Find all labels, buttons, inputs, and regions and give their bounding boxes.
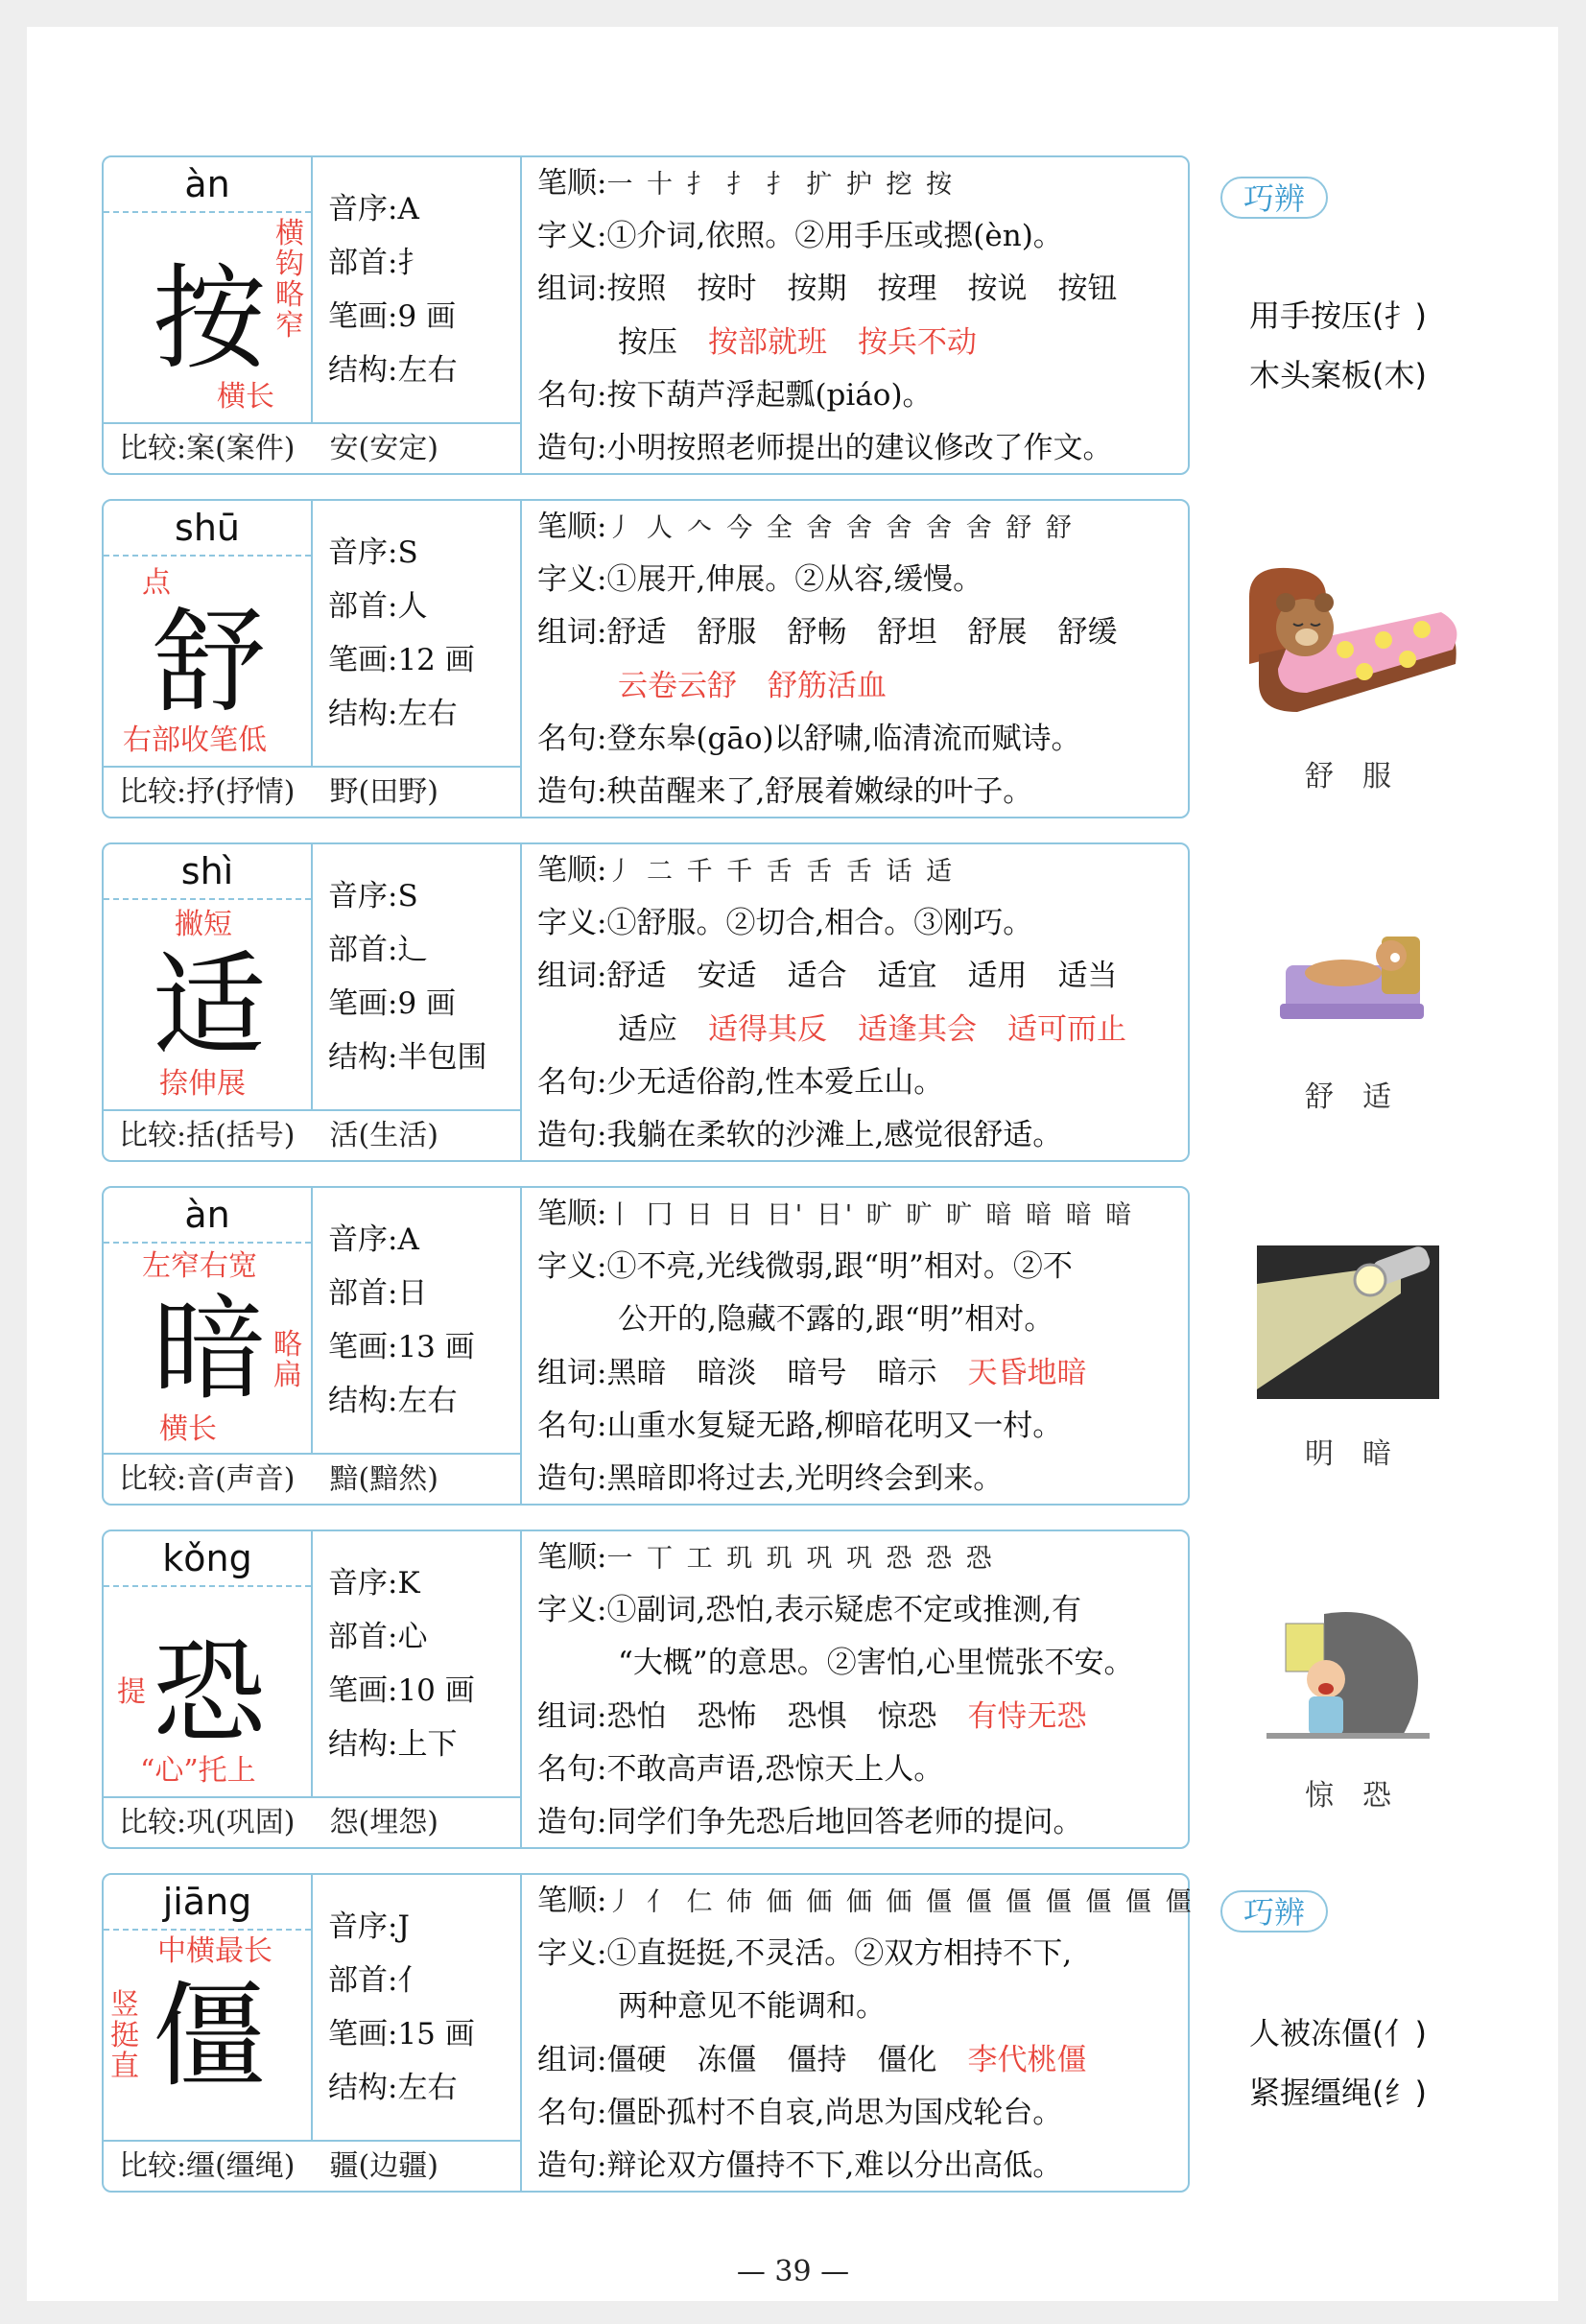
zuci-line: 组词:黑暗 暗淡 暗号 暗示 天昏地暗 bbox=[537, 1355, 1087, 1390]
zaoju-line: 造句:我躺在柔软的沙滩上,感觉很舒适。 bbox=[537, 1117, 1063, 1152]
pinyin: kǒng bbox=[104, 1531, 311, 1587]
compare-1: 比较:缰(缰绳) bbox=[119, 2149, 296, 2183]
bihua: 笔画:13 画 bbox=[328, 1330, 475, 1364]
pinyin: àn bbox=[104, 1188, 311, 1244]
writing-note: 点 bbox=[142, 566, 171, 600]
compare-2: 活(生活) bbox=[329, 1119, 438, 1152]
compare-2: 疆(边疆) bbox=[329, 2149, 438, 2183]
bishun-line: 笔顺:一 丅 工 玑 玑 巩 巩 恐 恐 恐 bbox=[537, 1540, 995, 1575]
char-detail bbox=[522, 157, 1188, 475]
bear-lying-on-sofa-illustration bbox=[1276, 917, 1430, 1031]
char-left-panel bbox=[104, 1188, 313, 1453]
ziyi-line-2: 公开的,隐藏不露的,跟“明”相对。 bbox=[618, 1302, 1054, 1338]
char-writing-box bbox=[104, 557, 311, 766]
compare-row bbox=[104, 1453, 522, 1506]
bihua: 笔画:10 画 bbox=[328, 1673, 475, 1708]
char-left-panel bbox=[104, 844, 313, 1109]
big-character: 舒 bbox=[152, 596, 266, 728]
char-writing-box bbox=[104, 213, 311, 422]
char-detail bbox=[522, 1188, 1188, 1506]
compare-row bbox=[104, 1109, 522, 1162]
bishun-line: 笔顺:一 十 扌 扌 扌 扩 护 挖 按 bbox=[537, 166, 956, 201]
char-writing-box bbox=[104, 1931, 311, 2140]
char-info bbox=[313, 844, 522, 1109]
writing-note: 横钩略窄 bbox=[275, 217, 304, 343]
pinyin: àn bbox=[104, 157, 311, 213]
jiegou: 结构:左右 bbox=[328, 2071, 458, 2105]
yinxu: 音序:S bbox=[328, 879, 418, 913]
ziyi-line: 字义:①舒服。②切合,相合。③刚巧。 bbox=[537, 906, 1033, 941]
frightened-boy-shadow-illustration bbox=[1266, 1604, 1430, 1748]
illustration-caption: 惊恐 bbox=[1305, 1779, 1420, 1813]
writing-note: 左窄右宽 bbox=[142, 1249, 257, 1283]
bushou: 部首:亻 bbox=[328, 1963, 428, 1998]
ziyi-line: 字义:①介词,依照。②用手压或摁(èn)。 bbox=[537, 219, 1063, 254]
bushou: 部首:人 bbox=[328, 589, 428, 624]
zuci-line: 组词:按照 按时 按期 按理 按说 按钮 bbox=[537, 272, 1118, 307]
writing-note: 右部收笔低 bbox=[123, 723, 267, 757]
stroke-order: 丿 人 𠆢 今 全 舍 舍 舍 舍 舍 舒 舒 bbox=[606, 513, 1075, 543]
bishun-line: 笔顺:丿 人 𠆢 今 全 舍 舍 舍 舍 舍 舒 舒 bbox=[537, 510, 1075, 544]
yinxu: 音序:A bbox=[328, 192, 419, 226]
mingju-line: 名句:不敢高声语,恐惊天上人。 bbox=[537, 1751, 944, 1787]
char-info bbox=[313, 1531, 522, 1796]
jiegou: 结构:上下 bbox=[328, 1727, 458, 1762]
tip-line: 木头案板(木) bbox=[1249, 357, 1427, 393]
char-detail bbox=[522, 844, 1188, 1162]
pinyin: shì bbox=[104, 844, 311, 900]
char-detail bbox=[522, 501, 1188, 818]
char-info bbox=[313, 1875, 522, 2140]
writing-note: 略扁 bbox=[273, 1328, 302, 1392]
jiegou: 结构:左右 bbox=[328, 697, 458, 731]
char-writing-box bbox=[104, 1244, 311, 1453]
bishun-line: 笔顺:丿 亻 仁 伂 価 価 価 価 僵 僵 僵 僵 僵 僵 僵 bbox=[537, 1884, 1195, 1918]
ziyi-line: 字义:①展开,伸展。②从容,缓慢。 bbox=[537, 562, 983, 598]
bushou: 部首:日 bbox=[328, 1276, 428, 1311]
illustration-caption: 舒适 bbox=[1305, 1080, 1420, 1114]
zaoju-line: 造句:黑暗即将过去,光明终会到来。 bbox=[537, 1460, 1004, 1496]
yinxu: 音序:S bbox=[328, 535, 418, 570]
big-character: 按 bbox=[152, 252, 266, 385]
pinyin: shū bbox=[104, 501, 311, 557]
mingju-line: 名句:登东皋(gāo)以舒啸,临清流而赋诗。 bbox=[537, 721, 1081, 756]
compare-row bbox=[104, 2140, 522, 2193]
zuci-line-2: 云卷云舒 舒筋活血 bbox=[618, 668, 887, 703]
writing-note: 竖挺直 bbox=[110, 1988, 139, 2083]
page-number: — 39 — bbox=[736, 2255, 850, 2288]
bishun-line: 笔顺:丨 冂 日 日 日' 日' 旷 旷 旷 暗 暗 暗 暗 bbox=[537, 1197, 1135, 1231]
big-character: 僵 bbox=[152, 1970, 266, 2102]
writing-note: 撇短 bbox=[175, 908, 232, 941]
compare-row bbox=[104, 1796, 522, 1849]
writing-note: 横长 bbox=[217, 380, 274, 414]
char-card-jiang bbox=[102, 1873, 1195, 2193]
tip-line: 用手按压(扌) bbox=[1249, 297, 1427, 334]
yinxu: 音序:J bbox=[328, 1909, 410, 1944]
compare-1: 比较:抒(抒情) bbox=[119, 775, 296, 809]
compare-2: 安(安定) bbox=[329, 432, 438, 465]
char-left-panel bbox=[104, 1875, 313, 2140]
writing-note: “心”托上 bbox=[140, 1754, 256, 1788]
char-writing-box bbox=[104, 1587, 311, 1796]
char-card-an2 bbox=[102, 1186, 1190, 1506]
compare-1: 比较:案(案件) bbox=[119, 432, 296, 465]
zaoju-line: 造句:秧苗醒来了,舒展着嫩绿的叶子。 bbox=[537, 773, 1033, 809]
mingju-line: 名句:山重水复疑无路,柳暗花明又一村。 bbox=[537, 1408, 1063, 1443]
char-card-an1 bbox=[102, 155, 1190, 475]
jiegou: 结构:左右 bbox=[328, 353, 458, 388]
compare-2: 怨(埋怨) bbox=[329, 1806, 438, 1839]
zuci-line: 组词:舒适 安适 适合 适宜 适用 适当 bbox=[537, 959, 1118, 994]
bushou: 部首:心 bbox=[328, 1620, 428, 1654]
char-left-panel bbox=[104, 1531, 313, 1796]
bushou: 部首:扌 bbox=[328, 246, 428, 280]
stroke-order: 一 十 扌 扌 扌 扩 护 挖 按 bbox=[606, 170, 956, 200]
illustration-caption: 舒服 bbox=[1305, 760, 1420, 794]
stroke-order: 丨 冂 日 日 日' 日' 旷 旷 旷 暗 暗 暗 暗 bbox=[606, 1200, 1135, 1230]
compare-2: 野(田野) bbox=[329, 775, 438, 809]
zuci-line: 组词:舒适 舒服 舒畅 舒坦 舒展 舒缓 bbox=[537, 615, 1118, 651]
zuci-line: 组词:僵硬 冻僵 僵持 僵化 李代桃僵 bbox=[537, 2042, 1087, 2077]
writing-note: 横长 bbox=[159, 1412, 217, 1446]
ziyi-line: 字义:①副词,恐怕,表示疑虑不定或推测,有 bbox=[537, 1593, 1082, 1628]
compare-2: 黯(黯然) bbox=[329, 1462, 438, 1496]
char-writing-box bbox=[104, 900, 311, 1109]
bihua: 笔画:12 画 bbox=[328, 643, 475, 677]
char-left-panel bbox=[104, 157, 313, 422]
zaoju-line: 造句:小明按照老师提出的建议修改了作文。 bbox=[537, 430, 1113, 465]
yinxu: 音序:K bbox=[328, 1566, 420, 1601]
bihua: 笔画:9 画 bbox=[328, 986, 457, 1021]
writing-note: 提 bbox=[117, 1675, 146, 1709]
char-info bbox=[313, 501, 522, 766]
ziyi-line: 字义:①不亮,光线微弱,跟“明”相对。②不 bbox=[537, 1249, 1073, 1285]
char-left-panel bbox=[104, 501, 313, 766]
big-character: 适 bbox=[152, 939, 266, 1072]
yinxu: 音序:A bbox=[328, 1222, 419, 1257]
mingju-line: 名句:少无适俗韵,性本爱丘山。 bbox=[537, 1064, 944, 1100]
illustration-caption: 明暗 bbox=[1305, 1437, 1420, 1471]
big-character: 暗 bbox=[152, 1283, 266, 1415]
stroke-order: 丿 亻 仁 伂 価 価 価 価 僵 僵 僵 僵 僵 僵 僵 bbox=[606, 1887, 1195, 1917]
writing-note: 捺伸展 bbox=[159, 1067, 246, 1101]
bishun-line: 笔顺:丿 二 千 千 舌 舌 舌 话 适 bbox=[537, 853, 956, 888]
char-detail bbox=[522, 1531, 1188, 1849]
qiaobian-badge: 巧辨 bbox=[1220, 177, 1328, 219]
zaoju-line: 造句:辩论双方僵持不下,难以分出高低。 bbox=[537, 2147, 1063, 2183]
ziyi-line-2: 两种意见不能调和。 bbox=[618, 1989, 886, 2025]
compare-1: 比较:巩(巩固) bbox=[119, 1806, 296, 1839]
char-info bbox=[313, 1188, 522, 1453]
bushou: 部首:辶 bbox=[328, 933, 428, 967]
jiegou: 结构:半包围 bbox=[328, 1040, 487, 1075]
zuci-line-2: 按压 按部就班 按兵不动 bbox=[618, 324, 977, 360]
writing-note: 中横最长 bbox=[157, 1934, 272, 1968]
compare-row bbox=[104, 766, 522, 818]
compare-1: 比较:音(声音) bbox=[119, 1462, 296, 1496]
compare-1: 比较:括(括号) bbox=[119, 1119, 296, 1152]
big-character: 恐 bbox=[152, 1626, 266, 1759]
char-card-shu bbox=[102, 499, 1190, 818]
stroke-order: 一 丅 工 玑 玑 巩 巩 恐 恐 恐 bbox=[606, 1544, 995, 1574]
char-detail bbox=[522, 1875, 1195, 2193]
bear-sleeping-in-bed-illustration bbox=[1230, 558, 1468, 722]
bihua: 笔画:15 画 bbox=[328, 2017, 475, 2051]
tip-line: 人被冻僵(亻) bbox=[1249, 2015, 1427, 2051]
zuci-line: 组词:恐怕 恐怖 恐惧 惊恐 有恃无恐 bbox=[537, 1698, 1087, 1734]
char-card-kong bbox=[102, 1530, 1190, 1849]
zaoju-line: 造句:同学们争先恐后地回答老师的提问。 bbox=[537, 1804, 1083, 1839]
tip-line: 紧握缰绳(纟) bbox=[1249, 2075, 1427, 2111]
stroke-order: 丿 二 千 千 舌 舌 舌 话 适 bbox=[606, 857, 956, 887]
mingju-line: 名句:按下葫芦浮起瓢(piáo)。 bbox=[537, 377, 933, 413]
zuci-line-2: 适应 适得其反 适逢其会 适可而止 bbox=[618, 1011, 1126, 1047]
flashlight-beam-illustration bbox=[1257, 1245, 1439, 1399]
ziyi-line-2: “大概”的意思。②害怕,心里慌张不安。 bbox=[618, 1646, 1134, 1681]
char-info bbox=[313, 157, 522, 422]
jiegou: 结构:左右 bbox=[328, 1384, 458, 1418]
ziyi-line: 字义:①直挺挺,不灵活。②双方相持不下, bbox=[537, 1936, 1073, 1972]
mingju-line: 名句:僵卧孤村不自哀,尚思为国戍轮台。 bbox=[537, 2095, 1063, 2130]
bihua: 笔画:9 画 bbox=[328, 299, 457, 334]
qiaobian-badge: 巧辨 bbox=[1220, 1890, 1328, 1933]
char-card-shi bbox=[102, 842, 1190, 1162]
pinyin: jiāng bbox=[104, 1875, 311, 1931]
compare-row bbox=[104, 422, 522, 475]
